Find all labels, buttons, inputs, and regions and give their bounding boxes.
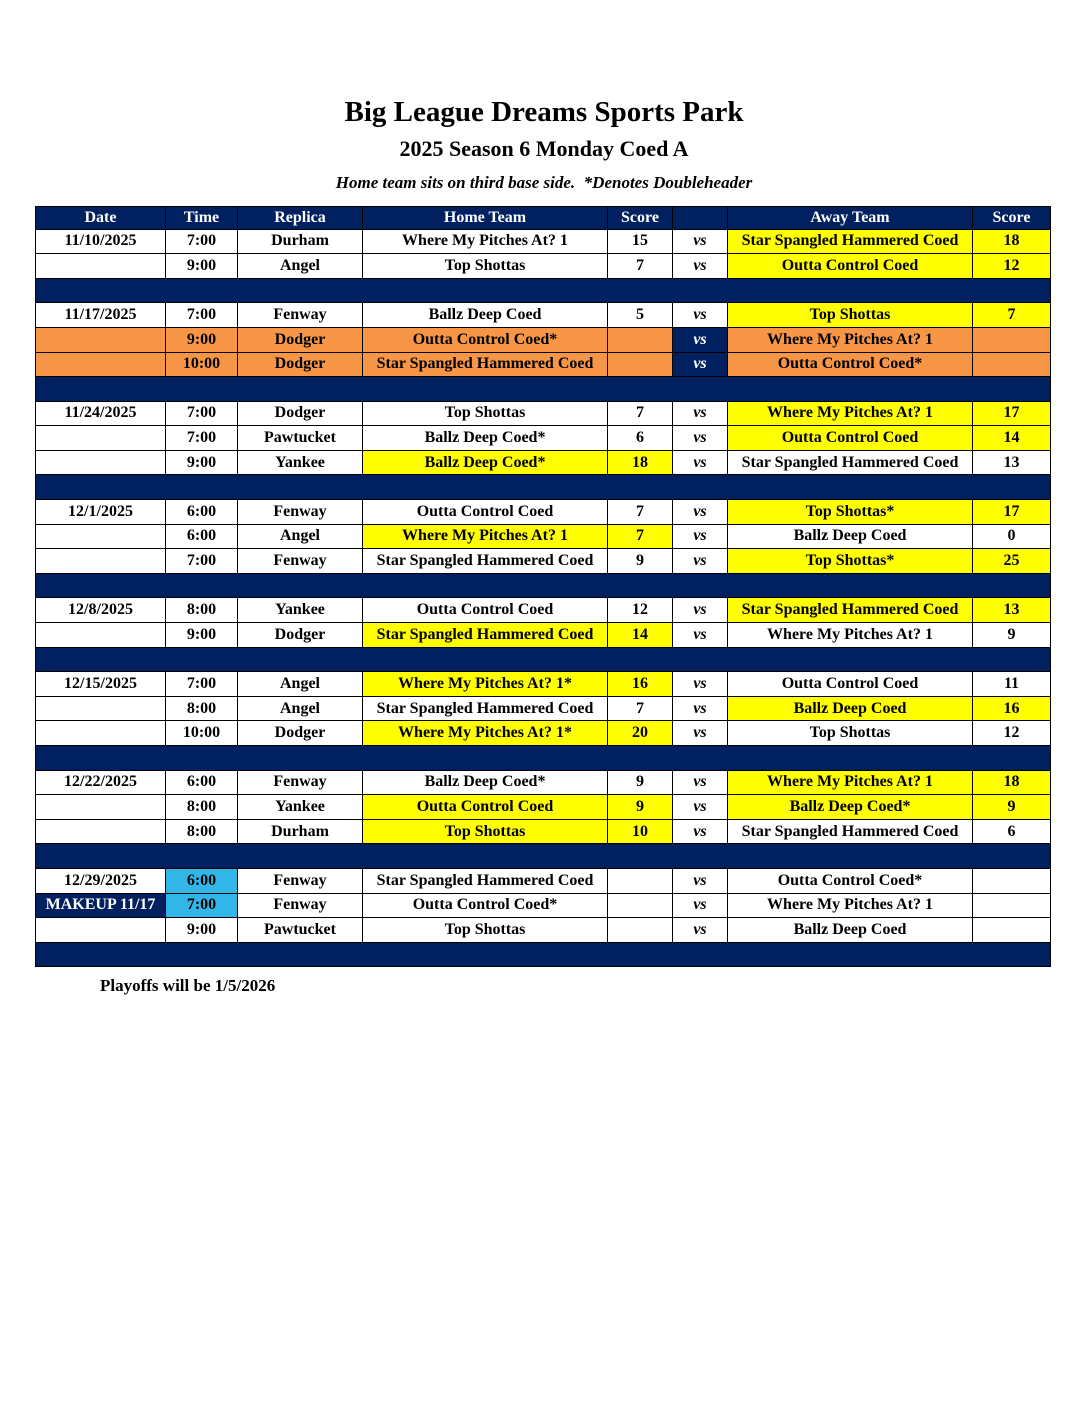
away-score-cell bbox=[973, 918, 1051, 943]
home-score-cell: 7 bbox=[608, 401, 673, 426]
date-cell bbox=[36, 918, 166, 943]
game-row bbox=[36, 229, 1051, 254]
vs-cell: vs bbox=[673, 868, 728, 893]
home-team-cell: Top Shottas bbox=[363, 401, 608, 426]
time-cell: 6:00 bbox=[166, 868, 238, 893]
schedule-table bbox=[35, 206, 1051, 968]
separator-row bbox=[36, 377, 1051, 402]
away-score-cell: 12 bbox=[973, 254, 1051, 279]
away-team-cell: Ballz Deep Coed* bbox=[728, 795, 973, 820]
away-score-cell: 17 bbox=[973, 401, 1051, 426]
separator-cell bbox=[36, 278, 1051, 303]
replica-cell: Fenway bbox=[238, 500, 363, 525]
header-cell: Date bbox=[36, 206, 166, 229]
away-team-cell: Where My Pitches At? 1 bbox=[728, 401, 973, 426]
game-row bbox=[36, 401, 1051, 426]
home-score-cell bbox=[608, 868, 673, 893]
home-team-cell: Top Shottas bbox=[363, 819, 608, 844]
away-team-cell: Star Spangled Hammered Coed bbox=[728, 819, 973, 844]
home-score-cell bbox=[608, 352, 673, 377]
game-row bbox=[36, 303, 1051, 328]
date-cell bbox=[36, 327, 166, 352]
separator-row bbox=[36, 573, 1051, 598]
home-score-cell: 7 bbox=[608, 500, 673, 525]
game-row bbox=[36, 500, 1051, 525]
separator-row bbox=[36, 942, 1051, 967]
home-team-cell: Star Spangled Hammered Coed bbox=[363, 868, 608, 893]
away-score-cell: 9 bbox=[973, 623, 1051, 648]
home-score-cell: 7 bbox=[608, 254, 673, 279]
date-cell: 11/17/2025 bbox=[36, 303, 166, 328]
vs-cell: vs bbox=[673, 623, 728, 648]
vs-cell: vs bbox=[673, 721, 728, 746]
replica-cell: Yankee bbox=[238, 795, 363, 820]
date-cell bbox=[36, 352, 166, 377]
vs-cell: vs bbox=[673, 426, 728, 451]
home-score-cell: 10 bbox=[608, 819, 673, 844]
away-team-cell: Top Shottas* bbox=[728, 500, 973, 525]
replica-cell: Fenway bbox=[238, 549, 363, 574]
away-team-cell: Top Shottas bbox=[728, 721, 973, 746]
replica-cell: Durham bbox=[238, 229, 363, 254]
away-score-cell: 17 bbox=[973, 500, 1051, 525]
date-cell bbox=[36, 254, 166, 279]
replica-cell: Angel bbox=[238, 254, 363, 279]
time-cell: 10:00 bbox=[166, 721, 238, 746]
replica-cell: Pawtucket bbox=[238, 426, 363, 451]
away-score-cell: 18 bbox=[973, 770, 1051, 795]
home-team-cell: Ballz Deep Coed* bbox=[363, 770, 608, 795]
home-team-cell: Ballz Deep Coed bbox=[363, 303, 608, 328]
separator-row bbox=[36, 647, 1051, 672]
home-team-cell: Outta Control Coed* bbox=[363, 327, 608, 352]
home-score-cell: 9 bbox=[608, 549, 673, 574]
away-team-cell: Star Spangled Hammered Coed bbox=[728, 598, 973, 623]
vs-cell: vs bbox=[673, 229, 728, 254]
away-score-cell: 25 bbox=[973, 549, 1051, 574]
home-team-cell: Outta Control Coed* bbox=[363, 893, 608, 918]
replica-cell: Fenway bbox=[238, 303, 363, 328]
vs-cell: vs bbox=[673, 303, 728, 328]
header-cell: Score bbox=[973, 206, 1051, 229]
away-team-cell: Where My Pitches At? 1 bbox=[728, 770, 973, 795]
date-cell bbox=[36, 721, 166, 746]
game-row bbox=[36, 672, 1051, 697]
game-row bbox=[36, 819, 1051, 844]
time-cell: 8:00 bbox=[166, 598, 238, 623]
replica-cell: Dodger bbox=[238, 401, 363, 426]
date-cell: 12/29/2025 bbox=[36, 868, 166, 893]
time-cell: 8:00 bbox=[166, 795, 238, 820]
home-score-cell: 16 bbox=[608, 672, 673, 697]
game-row bbox=[36, 770, 1051, 795]
game-row bbox=[36, 598, 1051, 623]
time-cell: 9:00 bbox=[166, 450, 238, 475]
table-body bbox=[36, 229, 1051, 967]
separator-cell bbox=[36, 844, 1051, 869]
time-cell: 8:00 bbox=[166, 696, 238, 721]
time-cell: 9:00 bbox=[166, 254, 238, 279]
home-team-cell: Ballz Deep Coed* bbox=[363, 450, 608, 475]
away-score-cell: 13 bbox=[973, 450, 1051, 475]
date-cell bbox=[36, 549, 166, 574]
game-row bbox=[36, 450, 1051, 475]
home-score-cell bbox=[608, 327, 673, 352]
home-score-cell bbox=[608, 893, 673, 918]
game-row bbox=[36, 795, 1051, 820]
page-title: Big League Dreams Sports Park bbox=[344, 96, 744, 128]
date-cell bbox=[36, 819, 166, 844]
game-row bbox=[36, 549, 1051, 574]
home-team-cell: Star Spangled Hammered Coed bbox=[363, 352, 608, 377]
away-team-cell: Where My Pitches At? 1 bbox=[728, 327, 973, 352]
away-score-cell: 0 bbox=[973, 524, 1051, 549]
page-subtitle: 2025 Season 6 Monday Coed A bbox=[399, 136, 689, 162]
vs-cell: vs bbox=[673, 819, 728, 844]
replica-cell: Dodger bbox=[238, 623, 363, 648]
header-cell: Away Team bbox=[728, 206, 973, 229]
game-row bbox=[36, 524, 1051, 549]
game-row bbox=[36, 254, 1051, 279]
home-score-cell: 9 bbox=[608, 770, 673, 795]
home-team-cell: Star Spangled Hammered Coed bbox=[363, 696, 608, 721]
time-cell: 7:00 bbox=[166, 672, 238, 697]
home-score-cell bbox=[608, 918, 673, 943]
date-cell bbox=[36, 524, 166, 549]
home-score-cell: 18 bbox=[608, 450, 673, 475]
time-cell: 6:00 bbox=[166, 500, 238, 525]
replica-cell: Dodger bbox=[238, 352, 363, 377]
date-cell: 12/15/2025 bbox=[36, 672, 166, 697]
away-team-cell: Star Spangled Hammered Coed bbox=[728, 450, 973, 475]
time-cell: 9:00 bbox=[166, 623, 238, 648]
home-score-cell: 7 bbox=[608, 524, 673, 549]
away-score-cell bbox=[973, 868, 1051, 893]
away-score-cell: 13 bbox=[973, 598, 1051, 623]
replica-cell: Fenway bbox=[238, 770, 363, 795]
away-team-cell: Where My Pitches At? 1 bbox=[728, 893, 973, 918]
time-cell: 7:00 bbox=[166, 229, 238, 254]
time-cell: 8:00 bbox=[166, 819, 238, 844]
vs-cell: vs bbox=[673, 672, 728, 697]
vs-cell: vs bbox=[673, 696, 728, 721]
home-score-cell: 15 bbox=[608, 229, 673, 254]
header-cell: Replica bbox=[238, 206, 363, 229]
home-team-cell: Star Spangled Hammered Coed bbox=[363, 623, 608, 648]
home-team-cell: Where My Pitches At? 1 bbox=[363, 524, 608, 549]
home-score-cell: 20 bbox=[608, 721, 673, 746]
date-cell: 12/8/2025 bbox=[36, 598, 166, 623]
away-score-cell bbox=[973, 893, 1051, 918]
home-score-cell: 5 bbox=[608, 303, 673, 328]
replica-cell: Yankee bbox=[238, 598, 363, 623]
vs-cell: vs bbox=[673, 918, 728, 943]
separator-row bbox=[36, 746, 1051, 771]
home-team-cell: Top Shottas bbox=[363, 918, 608, 943]
home-team-cell: Ballz Deep Coed* bbox=[363, 426, 608, 451]
game-row bbox=[36, 426, 1051, 451]
away-team-cell: Outta Control Coed bbox=[728, 254, 973, 279]
vs-cell: vs bbox=[673, 598, 728, 623]
vs-cell: vs bbox=[673, 893, 728, 918]
away-team-cell: Outta Control Coed* bbox=[728, 868, 973, 893]
away-team-cell: Top Shottas* bbox=[728, 549, 973, 574]
date-cell bbox=[36, 623, 166, 648]
time-cell: 6:00 bbox=[166, 770, 238, 795]
vs-cell: vs bbox=[673, 450, 728, 475]
home-score-cell: 6 bbox=[608, 426, 673, 451]
replica-cell: Dodger bbox=[238, 721, 363, 746]
vs-cell: vs bbox=[673, 770, 728, 795]
separator-cell bbox=[36, 573, 1051, 598]
replica-cell: Pawtucket bbox=[238, 918, 363, 943]
game-row bbox=[36, 696, 1051, 721]
home-team-cell: Top Shottas bbox=[363, 254, 608, 279]
away-score-cell: 16 bbox=[973, 696, 1051, 721]
away-score-cell: 11 bbox=[973, 672, 1051, 697]
date-cell bbox=[36, 426, 166, 451]
vs-cell: vs bbox=[673, 500, 728, 525]
away-score-cell: 7 bbox=[973, 303, 1051, 328]
home-team-cell: Outta Control Coed bbox=[363, 500, 608, 525]
home-team-cell: Where My Pitches At? 1* bbox=[363, 672, 608, 697]
time-cell: 9:00 bbox=[166, 327, 238, 352]
home-team-cell: Outta Control Coed bbox=[363, 598, 608, 623]
header-cell: Time bbox=[166, 206, 238, 229]
home-team-cell: Where My Pitches At? 1* bbox=[363, 721, 608, 746]
away-team-cell: Outta Control Coed* bbox=[728, 352, 973, 377]
time-cell: 7:00 bbox=[166, 303, 238, 328]
replica-cell: Yankee bbox=[238, 450, 363, 475]
game-row bbox=[36, 327, 1051, 352]
time-cell: 7:00 bbox=[166, 549, 238, 574]
separator-row bbox=[36, 278, 1051, 303]
away-team-cell: Ballz Deep Coed bbox=[728, 524, 973, 549]
away-score-cell bbox=[973, 327, 1051, 352]
away-team-cell: Outta Control Coed bbox=[728, 672, 973, 697]
date-cell: 11/24/2025 bbox=[36, 401, 166, 426]
home-team-cell: Outta Control Coed bbox=[363, 795, 608, 820]
vs-cell: vs bbox=[673, 795, 728, 820]
date-cell bbox=[36, 450, 166, 475]
away-team-cell: Ballz Deep Coed bbox=[728, 696, 973, 721]
game-row bbox=[36, 868, 1051, 893]
separator-cell bbox=[36, 942, 1051, 967]
replica-cell: Fenway bbox=[238, 893, 363, 918]
replica-cell: Durham bbox=[238, 819, 363, 844]
away-score-cell: 12 bbox=[973, 721, 1051, 746]
header-cell: Home Team bbox=[363, 206, 608, 229]
away-score-cell: 14 bbox=[973, 426, 1051, 451]
separator-cell bbox=[36, 647, 1051, 672]
separator-cell bbox=[36, 377, 1051, 402]
playoffs-note: Playoffs will be 1/5/2026 bbox=[100, 976, 276, 996]
home-score-cell: 12 bbox=[608, 598, 673, 623]
time-cell: 7:00 bbox=[166, 401, 238, 426]
time-cell: 6:00 bbox=[166, 524, 238, 549]
away-team-cell: Ballz Deep Coed bbox=[728, 918, 973, 943]
date-cell bbox=[36, 795, 166, 820]
away-score-cell bbox=[973, 352, 1051, 377]
home-score-cell: 9 bbox=[608, 795, 673, 820]
separator-row bbox=[36, 475, 1051, 500]
away-score-cell: 6 bbox=[973, 819, 1051, 844]
vs-cell: vs bbox=[673, 549, 728, 574]
time-cell: 9:00 bbox=[166, 918, 238, 943]
separator-cell bbox=[36, 746, 1051, 771]
replica-cell: Angel bbox=[238, 524, 363, 549]
game-row bbox=[36, 893, 1051, 918]
away-score-cell: 9 bbox=[973, 795, 1051, 820]
vs-cell: vs bbox=[673, 254, 728, 279]
replica-cell: Angel bbox=[238, 696, 363, 721]
home-team-cell: Star Spangled Hammered Coed bbox=[363, 549, 608, 574]
replica-cell: Dodger bbox=[238, 327, 363, 352]
away-score-cell: 18 bbox=[973, 229, 1051, 254]
date-cell bbox=[36, 696, 166, 721]
away-team-cell: Star Spangled Hammered Coed bbox=[728, 229, 973, 254]
game-row bbox=[36, 623, 1051, 648]
time-cell: 10:00 bbox=[166, 352, 238, 377]
game-row bbox=[36, 721, 1051, 746]
home-score-cell: 14 bbox=[608, 623, 673, 648]
date-cell: 12/22/2025 bbox=[36, 770, 166, 795]
date-cell: 12/1/2025 bbox=[36, 500, 166, 525]
table-head bbox=[36, 206, 1051, 229]
vs-cell: vs bbox=[673, 524, 728, 549]
vs-cell: vs bbox=[673, 327, 728, 352]
header-cell: Score bbox=[608, 206, 673, 229]
away-team-cell: Where My Pitches At? 1 bbox=[728, 623, 973, 648]
date-cell: 11/10/2025 bbox=[36, 229, 166, 254]
replica-cell: Angel bbox=[238, 672, 363, 697]
separator-row bbox=[36, 844, 1051, 869]
game-row bbox=[36, 352, 1051, 377]
away-team-cell: Top Shottas bbox=[728, 303, 973, 328]
game-row bbox=[36, 918, 1051, 943]
date-cell: MAKEUP 11/17 bbox=[36, 893, 166, 918]
home-team-cell: Where My Pitches At? 1 bbox=[363, 229, 608, 254]
vs-cell: vs bbox=[673, 352, 728, 377]
separator-cell bbox=[36, 475, 1051, 500]
replica-cell: Fenway bbox=[238, 868, 363, 893]
away-team-cell: Outta Control Coed bbox=[728, 426, 973, 451]
page-note: Home team sits on third base side. *Denotes Doubleheader bbox=[335, 172, 753, 192]
vs-cell: vs bbox=[673, 401, 728, 426]
header-row bbox=[36, 206, 1051, 229]
time-cell: 7:00 bbox=[166, 893, 238, 918]
header-cell bbox=[673, 206, 728, 229]
home-score-cell: 7 bbox=[608, 696, 673, 721]
time-cell: 7:00 bbox=[166, 426, 238, 451]
